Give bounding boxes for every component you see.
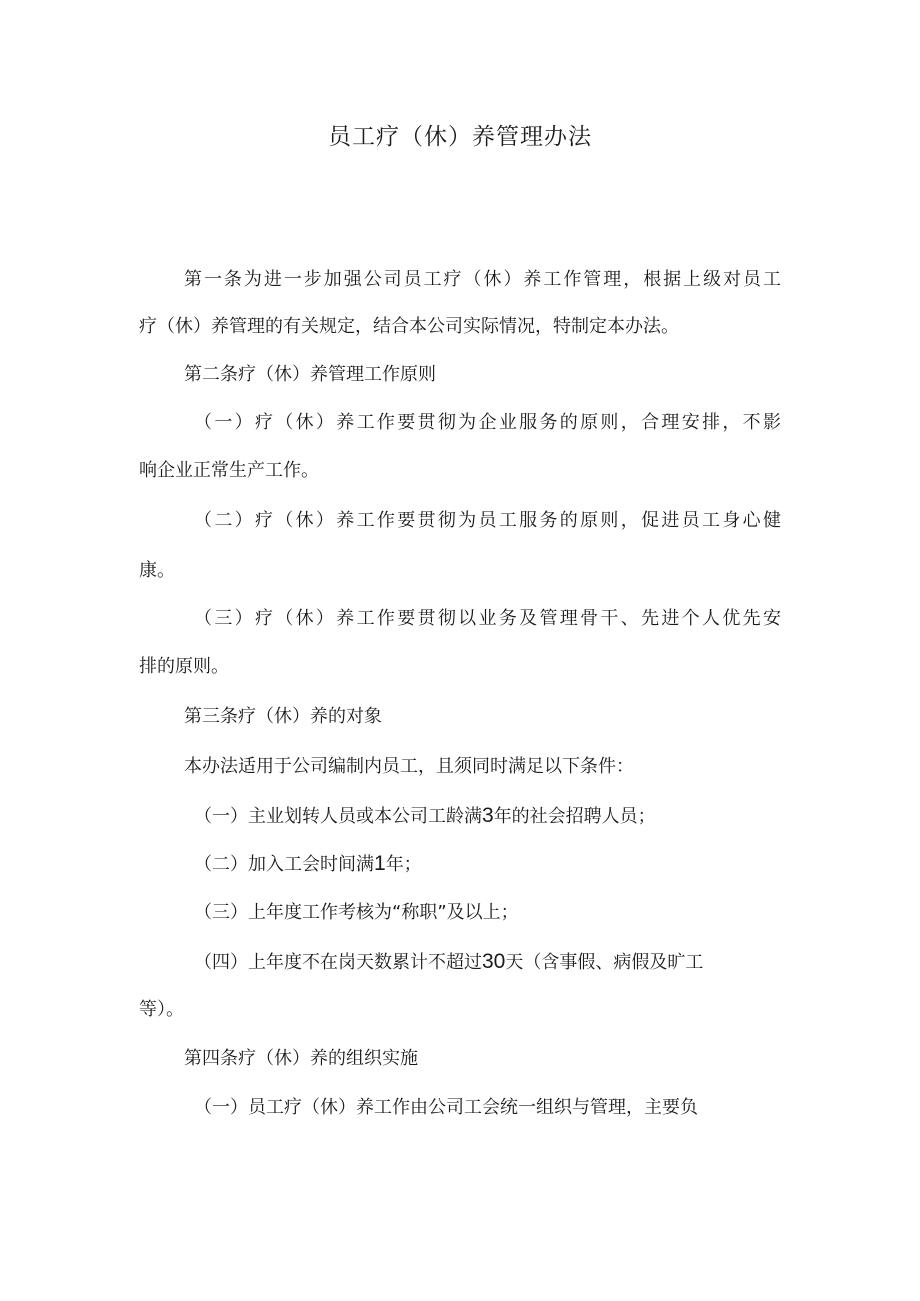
article-3-scope: 本办法适用于公司编制内员工，且须同时满足以下条件： (184, 756, 634, 777)
condition-4-line-2: 等）。 (139, 999, 184, 1020)
article-3-heading: 第三条疗（休）养的对象 (184, 706, 382, 727)
condition-2 (194, 849, 422, 880)
principle-2-line-1: （二）疗（休）养工作要贯彻为员工服务的原则，促进员工身心健 (194, 510, 781, 531)
condition-2-text-post: 年； (385, 854, 422, 875)
condition-4-number: 30 (482, 950, 506, 973)
principle-2-line-2: 康。 (139, 560, 175, 581)
condition-1-text-pre: （一）主业划转人员或本公司工龄满 (194, 806, 482, 827)
condition-3: （三）上年度工作考核为“称职”及以上； (194, 902, 519, 923)
condition-4-line-1 (194, 947, 703, 978)
principle-3-line-2: 排的原则。 (139, 656, 229, 677)
article-4-item-1-line-1: （一）员工疗（休）养工作由公司工会统一组织与管理，主要负 (194, 1097, 698, 1118)
condition-2-number: 1 (374, 852, 386, 875)
article-1-line-2: 疗（休）养管理的有关规定，结合本公司实际情况，特制定本办法。 (139, 316, 679, 337)
principle-1-line-2: 响企业正常生产工作。 (139, 460, 319, 481)
principle-3-line-1: （三）疗（休）养工作要贯彻以业务及管理骨干、先进个人优先安 (194, 608, 781, 629)
document-title: 员工疗（休）养管理办法 (328, 124, 592, 150)
article-4-heading: 第四条疗（休）养的组织实施 (184, 1048, 418, 1069)
article-1-line-1: 第一条为进一步加强公司员工疗（休）养工作管理，根据上级对员工 (184, 269, 781, 290)
condition-2-text-pre: （二）加入工会时间满 (194, 854, 374, 875)
condition-1-text-post: 年的社会招聘人员； (493, 806, 656, 827)
condition-4-text-post: 天（含事假、病假及旷工 (505, 952, 704, 973)
condition-1-number: 3 (482, 804, 494, 827)
article-2-heading: 第二条疗（休）养管理工作原则 (184, 364, 436, 385)
condition-4-text-pre: （四）上年度不在岗天数累计不超过 (194, 952, 482, 973)
principle-1-line-1: （一）疗（休）养工作要贯彻为企业服务的原则，合理安排，不影 (194, 412, 781, 433)
condition-1 (194, 801, 656, 832)
